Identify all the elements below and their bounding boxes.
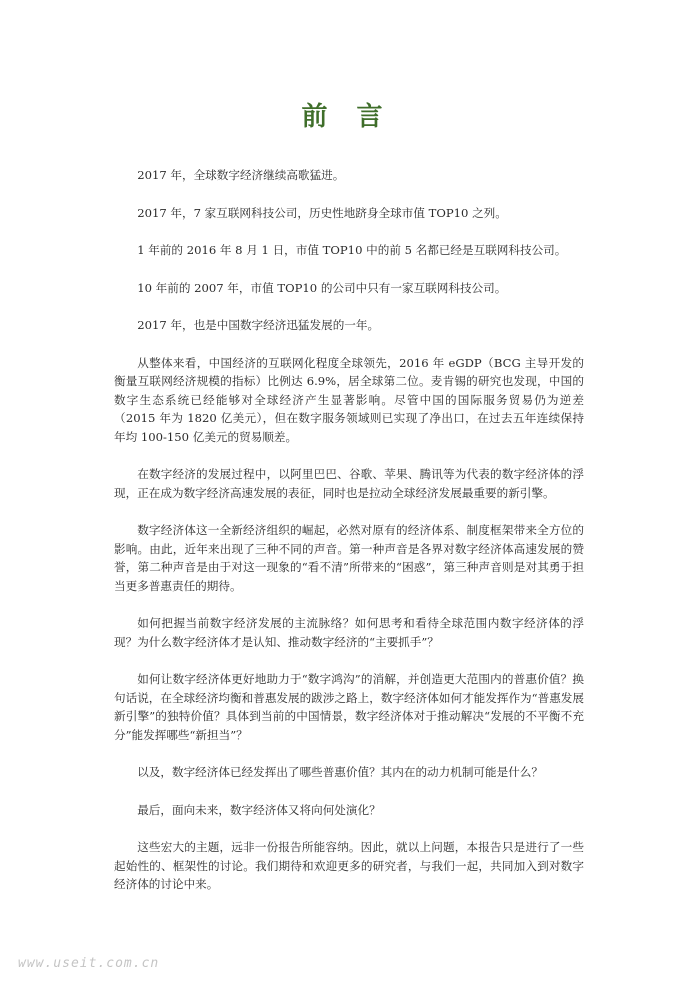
page-title: 前 言 xyxy=(301,102,393,132)
paragraph-10: 如何让数字经济体更好地助力于“数字鸿沟”的消解，并创造更大范围内的普惠价值？换句话说，在全球经济均衡和普惠发展的跋涉之路上，数字经济体如何才能发挥作为“普惠发展新引擎”的独特价值？具体到当前的中国情景，数字经济体对于推动解决“发展的不平衡不充分”能发挥哪些“新担当”？ xyxy=(114,672,584,742)
paragraph-6: 从整体来看，中国经济的互联网化程度全球领先，2016 年 eGDP（BCG 主导开发的衡量互联网经济规模的指标）比例达 6.9%，居全球第二位。麦肯锡的研究也发现，中国的数字生态系统已经能够对全球经济产生显著影响。尽管中国的国际服务贸易仍为逆差（2015 年为 1820 亿美元），但在数字服务领域则已实现了净出口，在过去五年连续保持年均 100-150 亿美元的贸易顺差。 xyxy=(114,355,584,444)
paragraph-1: 2017 年，全球数字经济继续高歌猛进。 xyxy=(137,168,345,182)
paragraph-13: 这些宏大的主题，远非一份报告所能容纳。因此，就以上问题，本报告只是进行了一些起始性的、框架性的讨论。我们期待和欢迎更多的研究者，与我们一起，共同加入到对数字经济体的讨论中来。 xyxy=(114,840,584,891)
preface-body xyxy=(114,166,584,913)
paragraph-2: 2017 年，7 家互联网科技公司，历史性地跻身全球市值 TOP10 之列。 xyxy=(137,205,507,220)
paragraph-8: 数字经济体这一全新经济组织的崛起，必然对原有的经济体系、制度框架带来全方位的影响。由此，近年来出现了三种不同的声音。第一种声音是各界对数字经济体高速发展的赞誉，第二种声音是由于对这一现象的“看不清”所带来的“困惑”，第三种声音则是对其勇于担当更多普惠责任的期待。 xyxy=(114,523,584,593)
paragraph-11: 以及，数字经济体已经发挥出了哪些普惠价值？其内在的动力机制可能是什么？ xyxy=(137,765,543,779)
paragraph-4: 10 年前的 2007 年，市值 TOP10 的公司中只有一家互联网科技公司。 xyxy=(137,280,507,295)
paragraph-3: 1 年前的 2016 年 8 月 1 日，市值 TOP10 中的前 5 名都已经是互联网科技公司。 xyxy=(137,243,567,257)
paragraph-12: 最后，面向未来，数字经济体又将向何处演化？ xyxy=(137,802,381,817)
paragraph-9: 如何把握当前数字经济发展的主流脉络？如何思考和看待全球范围内数字经济体的浮现？为什么数字经济体才是认知、推动数字经济的“主要抓手”？ xyxy=(114,616,584,649)
paragraph-5: 2017 年，也是中国数字经济迅猛发展的一年。 xyxy=(137,318,380,332)
site-watermark: www.useit.com.cn xyxy=(18,956,160,971)
paragraph-7: 在数字经济的发展过程中，以阿里巴巴、谷歌、苹果、腾讯等为代表的数字经济体的浮现，正在成为数字经济高速发展的表征，同时也是拉动全球经济发展最重要的新引擎。 xyxy=(114,467,584,500)
